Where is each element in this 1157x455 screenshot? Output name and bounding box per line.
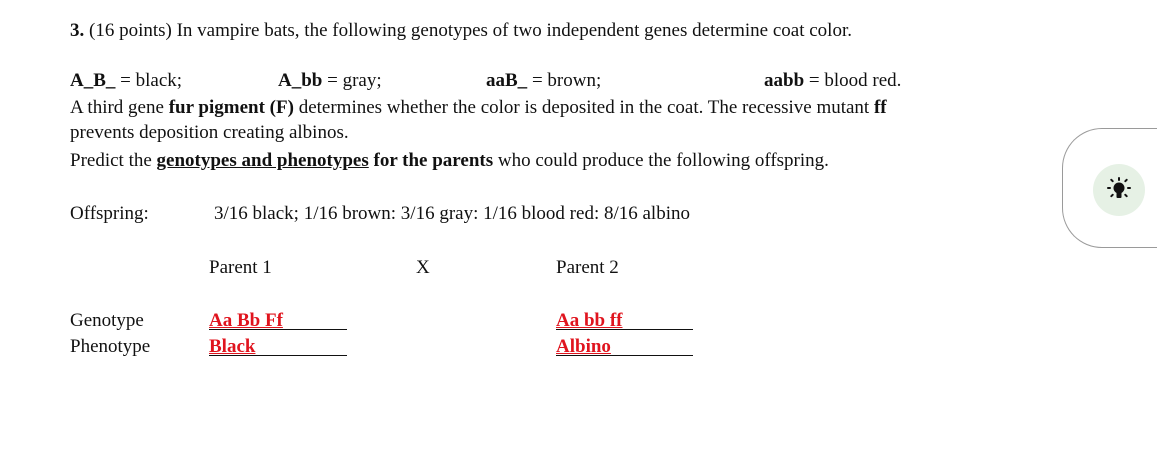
offspring-ratios: 3/16 black; 1/16 brown: 3/16 gray: 1/16 blood red: 8/16 albino [214,203,690,224]
genotype-key-1-color: black; [135,70,183,91]
parent2-genotype-answer: Aa bb ff [556,310,623,332]
genotype-key-4-genotype: aabb [764,70,805,91]
question-points: (16 points) [89,20,172,41]
parent1-phenotype-answer: Black [209,336,255,358]
genotype-key-2-color: gray; [342,70,382,91]
phenotype-row-label: Phenotype [70,336,151,357]
cross-symbol: X [416,257,430,278]
hint-button[interactable] [1093,164,1145,216]
lightbulb-icon [1103,174,1135,206]
third-gene-line-2: prevents deposition creating albinos. [70,122,349,143]
question-intro: In vampire bats, the following genotypes of two independent genes determine coat color. [176,20,852,41]
genotype-row-label: Genotype [70,310,144,331]
genotype-key-1-genotype: A_B_ [70,70,116,91]
parent2-phenotype-answer: Albino [556,336,611,358]
instruction: Predict the genotypes and phenotypes for the parents who could produce the following offspring. [70,150,829,171]
genotype-key-4-color: blood red. [824,70,902,91]
gene-name: fur pigment (F) [168,97,294,118]
offspring-label: Offspring: [70,203,149,224]
genotype-key-2-genotype: A_bb [278,70,323,91]
mutant-allele: ff [873,97,887,118]
genotype-key-1: A_B_ = black; [70,70,183,91]
instruction-underlined: genotypes and phenotypes [156,150,369,171]
question-heading [70,20,852,42]
third-gene-line-1: A third gene fur pigment (F) determines whether the color is deposited in the coat. The recessive mutant ff [70,97,887,118]
genotype-key-3-color: brown; [547,70,602,91]
genotype-key-3-genotype: aaB_ [486,70,528,91]
parent1-label: Parent 1 [209,257,272,278]
genotype-key-3: aaB_ = brown; [486,70,602,91]
parent2-label: Parent 2 [556,257,619,278]
genotype-key-4: aabb = blood red. [764,70,902,91]
question-number: 3. [70,20,85,41]
parent1-genotype-answer: Aa Bb Ff [209,310,283,332]
genotype-key-2: A_bb = gray; [278,70,382,91]
instruction-bold: for the parents [373,150,494,171]
